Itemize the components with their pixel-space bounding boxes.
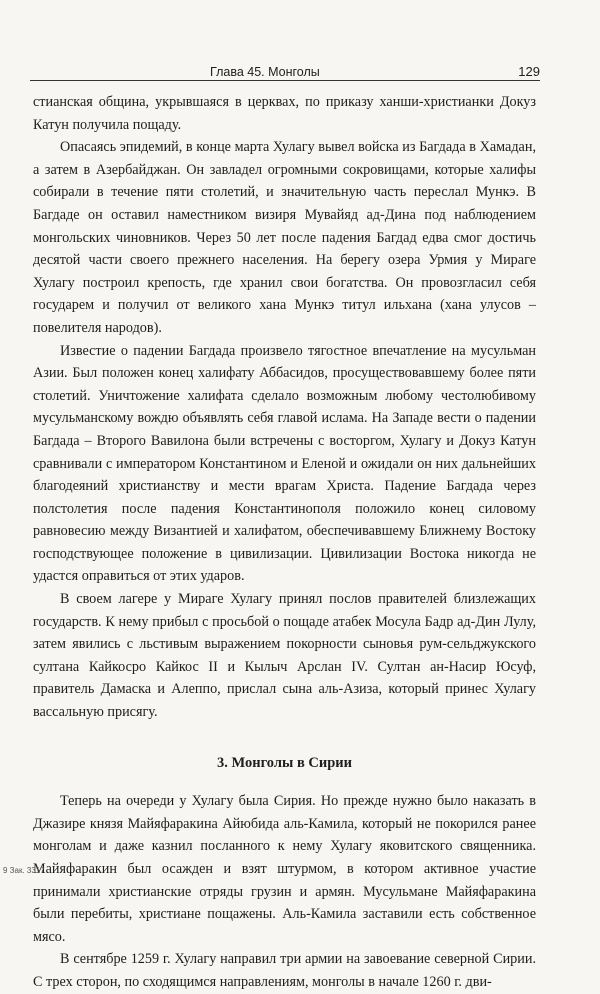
page-body: [33, 91, 536, 994]
paragraph: Опасаясь эпидемий, в конце марта Хулагу вывел войска из Багдада в Хамадан, а затем в Азербайджан. Он завладел огромными сокровищами, которые халифы собирали в течение пяти столетий, и значительную часть переслал Мункэ. В Багдаде он оставил наместником визиря Мувайяд ад-Дина под наблюдением монгольских чиновников. Через 50 лет после падения Багдад едва смог достичь десятой части своего прежнего населения. На берегу озера Урмия у Мираге Хулагу построил крепость, где хранил свои богатства. Он провозгласил себя государем и получил от великого хана Мункэ титул ильхана (хана улусов – повелителя народов).: [33, 139, 536, 336]
paragraph: Известие о падении Багдада произвело тягостное впечатление на мусульман Азии. Был положен конец халифату Аббасидов, просуществовавшему более пяти столетий. Уничтожение халифата сделало возможным любому честолюбивому мусульманскому вождю объявлять себя главой ислама. На Западе вести о падении Багдада – Второго Вавилона были встречены с восторгом, Хулагу и Докуз Катун сравнивали с императором Константином и Еленой и ожидали он них дальнейших благодеяний христианству и мести врагам Христа. Падение Багдада через полстолетия после падения Константинополя положило конец силовому равновесию между Византией и халифатом, обеспечивавшему Ближнему Востоку господствующее положение в цивилизации. Цивилизации Востока никогда не удастся оправиться от этих ударов.: [33, 342, 536, 585]
paragraph: В сентябре 1259 г. Хулагу направил три армии на завоевание северной Сирии. С трех сторон, по сходящимся направлениям, монголы в начале 1260 г. дви-: [33, 951, 536, 990]
paragraph: В своем лагере у Мираге Хулагу принял послов правителей близлежащих государств. К нему прибыл с просьбой о пощаде атабек Мосула Бадр ад-Дин Лулу, затем явились с льстивым выражением покорности сыновья рум-сельджукского султана Кайкосро Кайкос II и Кылыч Арслан IV. Султан ан-Насир Юсуф, правитель Дамаска и Алеппо, прислал сына аль-Азиза, который принес Хулагу вассальную присягу.: [33, 591, 536, 721]
paragraph-continued: стианская община, укрывшаяся в церквах, по приказу ханши-христианки Докуз Катун получила пощаду.: [33, 94, 536, 133]
print-mark: 9 Зак. 3317: [3, 866, 45, 875]
header-divider: [30, 80, 540, 81]
chapter-title: Глава 45. Монголы: [210, 65, 320, 79]
section-heading: 3. Монголы в Сирии: [216, 754, 353, 771]
running-header: [30, 57, 540, 79]
page-number: 129: [518, 64, 540, 79]
paragraph: Теперь на очереди у Хулагу была Сирия. Но прежде нужно было наказать в Джазире князя Майяфаракина Айюбида аль-Камила, который не покорился ранее монголам и даже казнил посланного к нему Хулагу яковитского священника. Майяфаракин был осажден и взят штурмом, в котором активное участие принимали христианские отряды грузин и армян. Мусульмане Майяфаракина были перебиты, христиане пощажены. Аль-Камила заставили есть собственное мясо.: [33, 793, 536, 945]
